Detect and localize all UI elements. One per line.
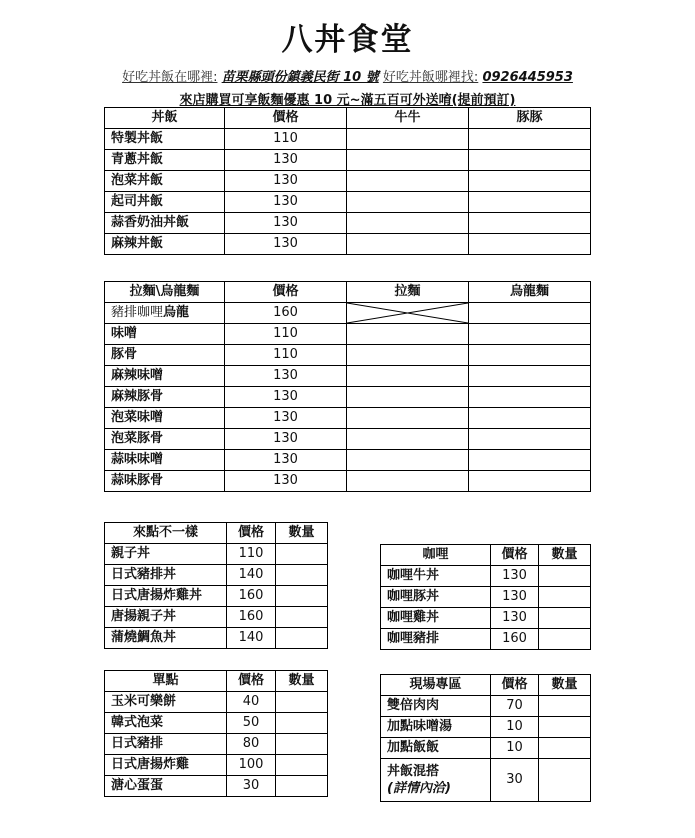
item-name: 蒜香奶油丼飯 [105,213,225,234]
qty-cell-ramen[interactable] [347,324,469,345]
qty-cell[interactable] [276,544,328,565]
qty-cell-ramen[interactable] [347,471,469,492]
item-name: 泡菜丼飯 [105,171,225,192]
item-name: 咖哩牛丼 [381,566,491,587]
column-header: 咖哩 [381,545,491,566]
qty-cell-udon[interactable] [469,471,591,492]
item-price: 160 [225,303,347,324]
item-name: 蒜味豚骨 [105,471,225,492]
item-price: 70 [491,696,539,717]
qty-cell-pork[interactable] [469,213,591,234]
qty-cell-pork[interactable] [469,171,591,192]
table-row [105,324,591,345]
qty-cell-udon[interactable] [469,408,591,429]
address: 苗栗縣頭份鎮義民街 10 號 [221,70,379,85]
contact-line [0,66,695,85]
table-row [381,587,591,608]
table-header-row [381,545,591,566]
item-price: 40 [227,692,276,713]
item-name: 麻辣味噌 [105,366,225,387]
qty-cell[interactable] [539,759,591,802]
item-name: 韓式泡菜 [105,713,227,734]
qty-cell[interactable] [276,755,328,776]
table-row [105,776,328,797]
qty-cell[interactable] [539,566,591,587]
table-row [105,692,328,713]
column-header: 價格 [225,282,347,303]
qty-cell-pork[interactable] [469,150,591,171]
item-name: 唐揚親子丼 [105,607,227,628]
table-row [381,738,591,759]
item-price: 130 [225,408,347,429]
item-price: 130 [225,471,347,492]
table-row [105,408,591,429]
table-row [105,150,591,171]
page-title: 八丼食堂 [281,22,414,58]
table-header-row [381,675,591,696]
item-name: 咖哩豬排 [381,629,491,650]
item-name: 親子丼 [105,544,227,565]
item-price: 110 [225,129,347,150]
table-row [105,755,328,776]
table-header-row [105,108,591,129]
qty-cell-udon[interactable] [469,387,591,408]
item-price: 130 [225,192,347,213]
item-price: 100 [227,755,276,776]
item-price: 110 [225,324,347,345]
qty-cell-beef[interactable] [347,171,469,192]
qty-cell[interactable] [539,738,591,759]
table-row [105,471,591,492]
noodles-table [104,281,591,492]
qty-cell-udon[interactable] [469,450,591,471]
table-row [105,544,328,565]
column-header: 數量 [276,671,328,692]
qty-cell-pork[interactable] [469,129,591,150]
table-row [105,303,591,324]
item-name [105,303,225,324]
item-price: 80 [227,734,276,755]
table-row [105,213,591,234]
item-price: 130 [225,150,347,171]
item-price: 130 [225,387,347,408]
qty-cell[interactable] [539,696,591,717]
qty-cell-ramen[interactable] [347,429,469,450]
column-header: 單點 [105,671,227,692]
item-name: 加點味噌湯 [381,717,491,738]
table-row [105,366,591,387]
column-header: 牛牛 [347,108,469,129]
qty-cell-udon[interactable] [469,324,591,345]
column-header: 拉麵\烏龍麵 [105,282,225,303]
address-label: 好吃丼飯在哪裡: [122,70,218,85]
table-header-row [105,671,328,692]
cross-out-icon [347,303,468,323]
item-note: (詳情內洽) [387,781,451,796]
item-name: 豚骨 [105,345,225,366]
column-header: 豚豚 [469,108,591,129]
qty-cell[interactable] [276,628,328,649]
qty-cell[interactable] [539,587,591,608]
qty-cell-pork[interactable] [469,234,591,255]
item-price: 10 [491,717,539,738]
item-price: 140 [227,565,276,586]
column-header: 數量 [539,675,591,696]
phone-number: 0926445953 [482,70,573,85]
item-price: 130 [491,566,539,587]
item-price: 110 [227,544,276,565]
item-name: 蒜味味噌 [105,450,225,471]
item-name: 麻辣豚骨 [105,387,225,408]
table-row [381,608,591,629]
item-price: 130 [491,587,539,608]
item-price: 160 [227,586,276,607]
column-header: 價格 [491,545,539,566]
qty-cell-ramen[interactable] [347,450,469,471]
table-row [105,171,591,192]
table-row [105,565,328,586]
item-price: 30 [491,759,539,802]
table-row [105,628,328,649]
table-row [105,450,591,471]
item-name: 咖哩豚丼 [381,587,491,608]
item-price: 30 [227,776,276,797]
phone-label: 好吃丼飯哪裡找: [382,70,479,85]
onsite-table [380,674,591,802]
item-name: 咖哩雞丼 [381,608,491,629]
qty-cell-beef[interactable] [347,213,469,234]
item-name: 玉米可樂餅 [105,692,227,713]
table-row [381,566,591,587]
table-row [105,234,591,255]
qty-cell-ramen[interactable] [347,366,469,387]
item-price: 130 [491,608,539,629]
item-name: 起司丼飯 [105,192,225,213]
item-price: 130 [225,213,347,234]
table-row [105,345,591,366]
table-row [105,129,591,150]
combo-item [381,759,491,802]
donburi-table [104,107,591,255]
table-row [381,759,591,802]
item-name: 日式唐揚炸雞 [105,755,227,776]
column-header: 烏龍麵 [469,282,591,303]
item-name: 丼飯混搭 [387,764,440,779]
qty-cell[interactable] [276,776,328,797]
curry-table [380,544,591,650]
qty-cell[interactable] [276,586,328,607]
qty-cell[interactable] [539,608,591,629]
qty-cell[interactable] [539,629,591,650]
item-name: 味噌 [105,324,225,345]
item-name-main: 豬排咖哩 [111,305,164,320]
column-header: 數量 [276,523,328,544]
item-price: 160 [227,607,276,628]
qty-cell[interactable] [539,717,591,738]
promo-text: 來店購買可享飯麵優惠 10 元~滿五百可外送唷(提前預訂) [179,93,516,108]
item-name: 麻辣丼飯 [105,234,225,255]
table-row [105,713,328,734]
item-name: 泡菜味噌 [105,408,225,429]
item-price: 130 [225,366,347,387]
item-price: 130 [225,450,347,471]
qty-cell[interactable] [276,607,328,628]
qty-cell-beef[interactable] [347,129,469,150]
unavailable-cell [347,303,469,324]
item-name: 雙倍肉肉 [381,696,491,717]
qty-cell-beef[interactable] [347,234,469,255]
qty-cell-ramen[interactable] [347,345,469,366]
table-header-row [105,282,591,303]
qty-cell-udon[interactable] [469,429,591,450]
item-name: 溏心蛋蛋 [105,776,227,797]
item-price: 140 [227,628,276,649]
table-row [381,696,591,717]
qty-cell[interactable] [276,692,328,713]
table-row [105,734,328,755]
qty-cell-pork[interactable] [469,192,591,213]
column-header: 丼飯 [105,108,225,129]
column-header: 價格 [491,675,539,696]
table-row [105,586,328,607]
item-name: 泡菜豚骨 [105,429,225,450]
column-header: 價格 [227,523,276,544]
item-name: 日式豬排丼 [105,565,227,586]
column-header: 現場專區 [381,675,491,696]
column-header: 拉麵 [347,282,469,303]
item-name-suffix: 烏龍 [163,305,190,320]
table-row [105,192,591,213]
column-header: 來點不一樣 [105,523,227,544]
sides-table [104,670,328,797]
qty-cell-ramen[interactable] [347,408,469,429]
item-name: 加點飯飯 [381,738,491,759]
item-name: 日式豬排 [105,734,227,755]
item-name: 蒲燒鯛魚丼 [105,628,227,649]
qty-cell-udon[interactable] [469,345,591,366]
table-row [105,429,591,450]
qty-cell[interactable] [276,734,328,755]
qty-cell-udon[interactable] [469,303,591,324]
item-price: 50 [227,713,276,734]
item-price: 110 [225,345,347,366]
table-row [105,387,591,408]
item-price: 160 [491,629,539,650]
table-row [381,629,591,650]
column-header: 價格 [227,671,276,692]
table-header-row [105,523,328,544]
qty-cell-ramen[interactable] [347,387,469,408]
item-name: 日式唐揚炸雞丼 [105,586,227,607]
qty-cell-beef[interactable] [347,150,469,171]
item-price: 130 [225,429,347,450]
qty-cell[interactable] [276,713,328,734]
promo-line [0,89,695,108]
qty-cell-udon[interactable] [469,366,591,387]
table-row [381,717,591,738]
item-price: 10 [491,738,539,759]
item-price: 130 [225,234,347,255]
table-row [105,607,328,628]
item-name: 青蔥丼飯 [105,150,225,171]
item-price: 130 [225,171,347,192]
column-header: 數量 [539,545,591,566]
item-name: 特製丼飯 [105,129,225,150]
special-table [104,522,328,649]
qty-cell-beef[interactable] [347,192,469,213]
column-header: 價格 [225,108,347,129]
qty-cell[interactable] [276,565,328,586]
